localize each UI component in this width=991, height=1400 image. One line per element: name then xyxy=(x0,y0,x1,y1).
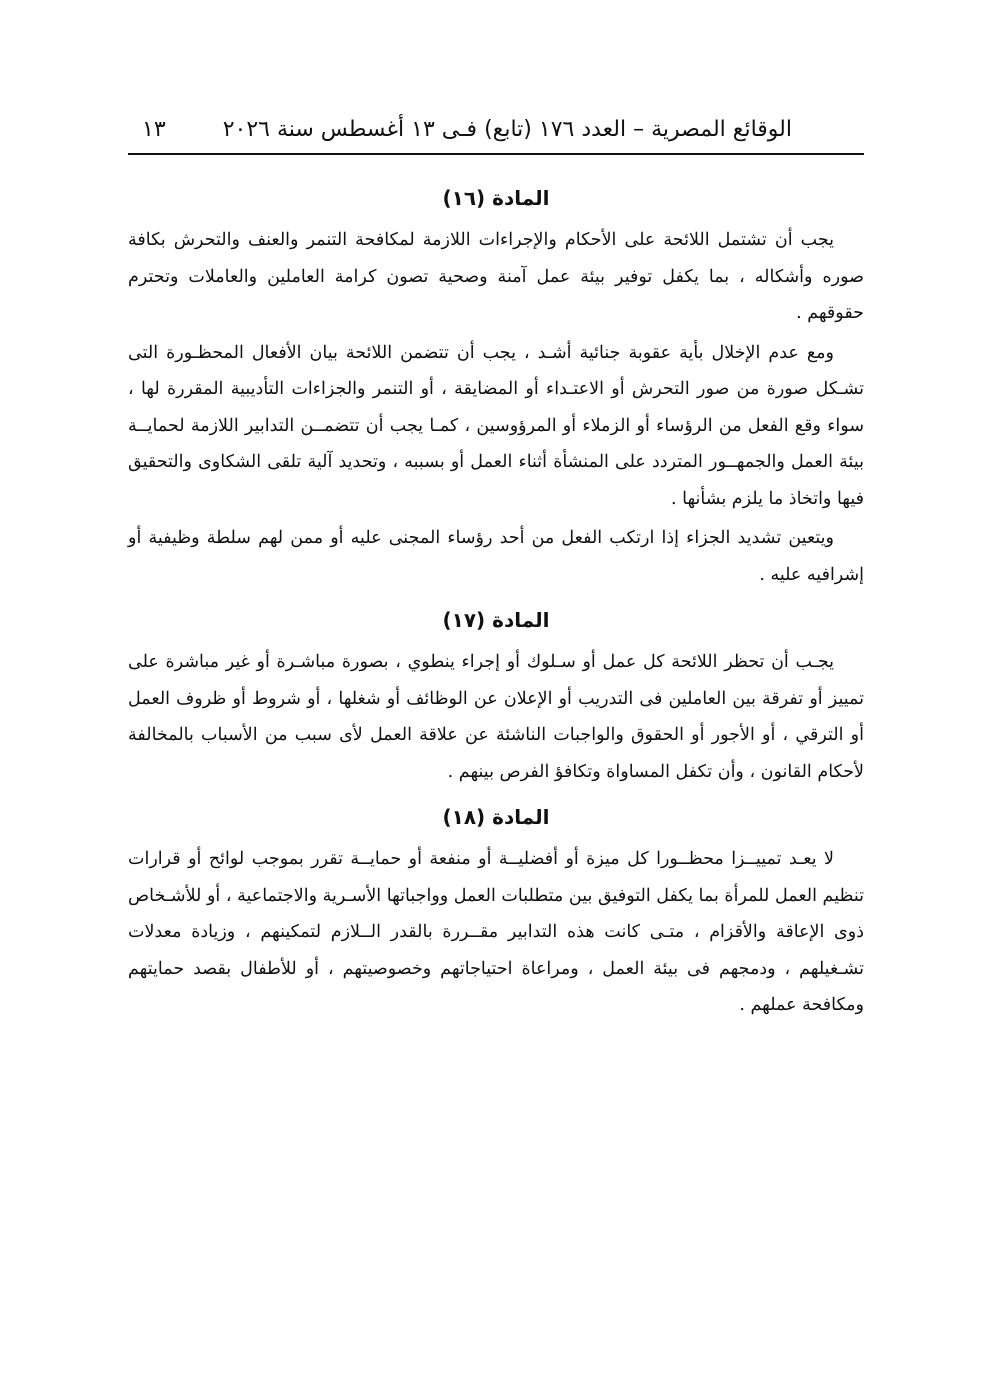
page-header xyxy=(128,110,864,150)
article-paragraph: يجـب أن تحظر اللائحة كل عمل أو سـلوك أو إجراء ينطوي ، بصورة مباشـرة أو غير مباشرة على تمييز أو تفرقة بين العاملين فى التدريب أو الإعلان عن الوظائف أو شغلها ، أو شروط أو ظروف العمل أو الترقي ، أو الأجور أو الحقوق والواجبات الناشئة عن علاقة العمل لأى سبب من الأسباب بالمخالفة لأحكام القانون ، وأن تكفل المساواة وتكافؤ الفرص بينهم . xyxy=(128,652,864,782)
article-18 xyxy=(128,793,864,1024)
header-title: الوقائع المصرية – العدد ١٧٦ (تابع) فـى ١٣ أغسطس سنة ٢٠٢٦ xyxy=(222,117,792,142)
gazette-page xyxy=(128,0,864,1400)
article-paragraph: يجب أن تشتمل اللائحة على الأحكام والإجراءات اللازمة لمكافحة التنمر والعنف والتحرش بكافة صوره وأشكاله ، بما يكفل توفير بيئة عمل آمنة وصحية تصون كرامة العاملين والعاملات وتحترم حقوقهم . xyxy=(128,230,864,323)
article-title: المادة (١٧) xyxy=(442,608,550,632)
article-paragraph: ومع عدم الإخلال بأية عقوبة جنائية أشـد ، يجب أن تتضمن اللائحة بيان الأفعال المحظـورة التى تشـكل صورة من صور التحرش أو الاعتـداء أو المضايقة ، أو التنمر والجزاءات التأديبية المقررة لها ، سواء وقع الفعل من الرؤساء أو الزملاء أو المرؤوسين ، كمـا يجب أن تتضمــن التدابير اللازمة لحمايــة بيئة العمل والجمهــور المتردد على المنشأة أثناء العمل أو بسببه ، وتحديد آلية تلقى الشكاوى والتحقيق فيها واتخاذ ما يلزم بشأنها . xyxy=(128,342,864,509)
article-title: المادة (١٨) xyxy=(442,805,550,829)
page-number: ١٣ xyxy=(142,117,166,142)
header-divider xyxy=(128,153,864,155)
article-16 xyxy=(128,174,864,593)
article-paragraph: ويتعين تشديد الجزاء إذا ارتكب الفعل من أحد رؤساء المجنى عليه أو ممن لهم سلطة وظيفية أو إشرافيه عليه . xyxy=(128,528,864,585)
article-title: المادة (١٦) xyxy=(442,186,550,210)
article-17 xyxy=(128,596,864,790)
article-paragraph: لا يعـد تمييــزا محظــورا كل ميزة أو أفضليــة أو منفعة أو حمايــة تقرر بموجب لوائح أو قرارات تنظيم العمل للمرأة بما يكفل التوفيق بين متطلبات العمل وواجباتها الأسـرية والاجتماعية ، أو للأشـخاص ذوى الإعاقة والأقزام ، متـى كانت هذه التدابير مقــررة بالقدر الــلازم لتمكينهم ، وزيادة معدلات تشـغيلهم ، ودمجهم فى بيئة العمل ، ومراعاة احتياجاتهم وخصوصيتهم ، أو للأطفال بقصد حمايتهم ومكافحة عملهم . xyxy=(128,849,864,1015)
document-body xyxy=(128,174,864,1027)
